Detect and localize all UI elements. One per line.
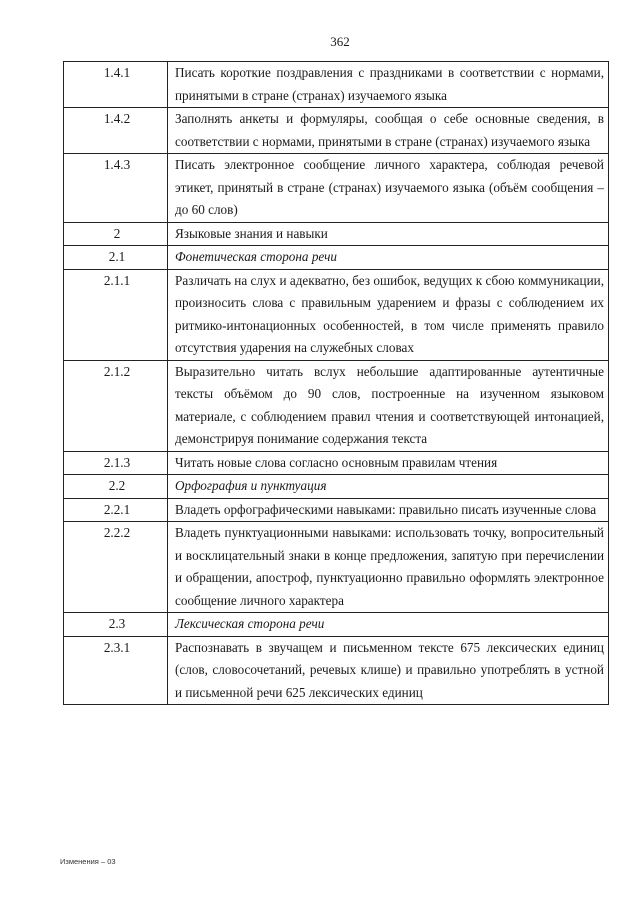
item-text: Владеть орфографическими навыками: правильно писать изученные слова [168, 498, 609, 522]
table-row [64, 522, 609, 613]
item-text: Выразительно читать вслух небольшие адаптированные аутентичные тексты объёмом до 90 слов, построенные на изученном языковом материале, с соблюдением правил чтения и соответствующей интонацией, демонстрируя понимание содержания текста [168, 360, 609, 451]
table-row [64, 246, 609, 270]
item-number: 2.2.1 [64, 498, 168, 522]
item-number: 2.1.1 [64, 269, 168, 360]
item-number: 1.4.2 [64, 108, 168, 154]
section-heading: Орфография и пунктуация [168, 475, 609, 499]
section-heading: Лексическая сторона речи [168, 613, 609, 637]
item-number: 2.3 [64, 613, 168, 637]
item-number: 2.2 [64, 475, 168, 499]
footer-revision: Изменения – 03 [60, 857, 116, 866]
table-row [64, 154, 609, 223]
table-row [64, 636, 609, 705]
item-text: Заполнять анкеты и формуляры, сообщая о себе основные сведения, в соответствии с нормами, принятыми в стране (странах) изучаемого языка [168, 108, 609, 154]
item-text: Языковые знания и навыки [168, 222, 609, 246]
table-row [64, 451, 609, 475]
table-row [64, 613, 609, 637]
section-heading: Фонетическая сторона речи [168, 246, 609, 270]
table-row [64, 269, 609, 360]
item-text: Различать на слух и адекватно, без ошибок, ведущих к сбою коммуникации, произносить слова с правильным ударением и фразы с соблюдением их ритмико-интонационных особенностей, в том числе применять правило отсутствия ударения на служебных словах [168, 269, 609, 360]
table-body [64, 62, 609, 705]
item-text: Владеть пунктуационными навыками: использовать точку, вопросительный и восклицательный знаки в конце предложения, запятую при перечислении и обращении, апостроф, пунктуационно правильно оформлять электронное сообщение личного характера [168, 522, 609, 613]
item-number: 1.4.1 [64, 62, 168, 108]
table-row [64, 360, 609, 451]
item-text: Писать короткие поздравления с праздниками в соответствии с нормами, принятыми в стране (странах) изучаемого языка [168, 62, 609, 108]
table-row [64, 498, 609, 522]
item-text: Читать новые слова согласно основным правилам чтения [168, 451, 609, 475]
table-row [64, 222, 609, 246]
item-number: 2 [64, 222, 168, 246]
item-number: 2.1.2 [64, 360, 168, 451]
table-row [64, 475, 609, 499]
item-number: 2.3.1 [64, 636, 168, 705]
item-text: Писать электронное сообщение личного характера, соблюдая речевой этикет, принятый в стране (странах) изучаемого языка (объём сообщения – до 60 слов) [168, 154, 609, 223]
item-number: 2.1.3 [64, 451, 168, 475]
table-row [64, 108, 609, 154]
table-row [64, 62, 609, 108]
item-number: 2.1 [64, 246, 168, 270]
requirements-table [63, 61, 609, 705]
page-number: 362 [330, 34, 350, 49]
item-text: Распознавать в звучащем и письменном тексте 675 лексических единиц (слов, словосочетаний, речевых клише) и правильно употреблять в устной и письменной речи 625 лексических единиц [168, 636, 609, 705]
item-number: 2.2.2 [64, 522, 168, 613]
item-number: 1.4.3 [64, 154, 168, 223]
